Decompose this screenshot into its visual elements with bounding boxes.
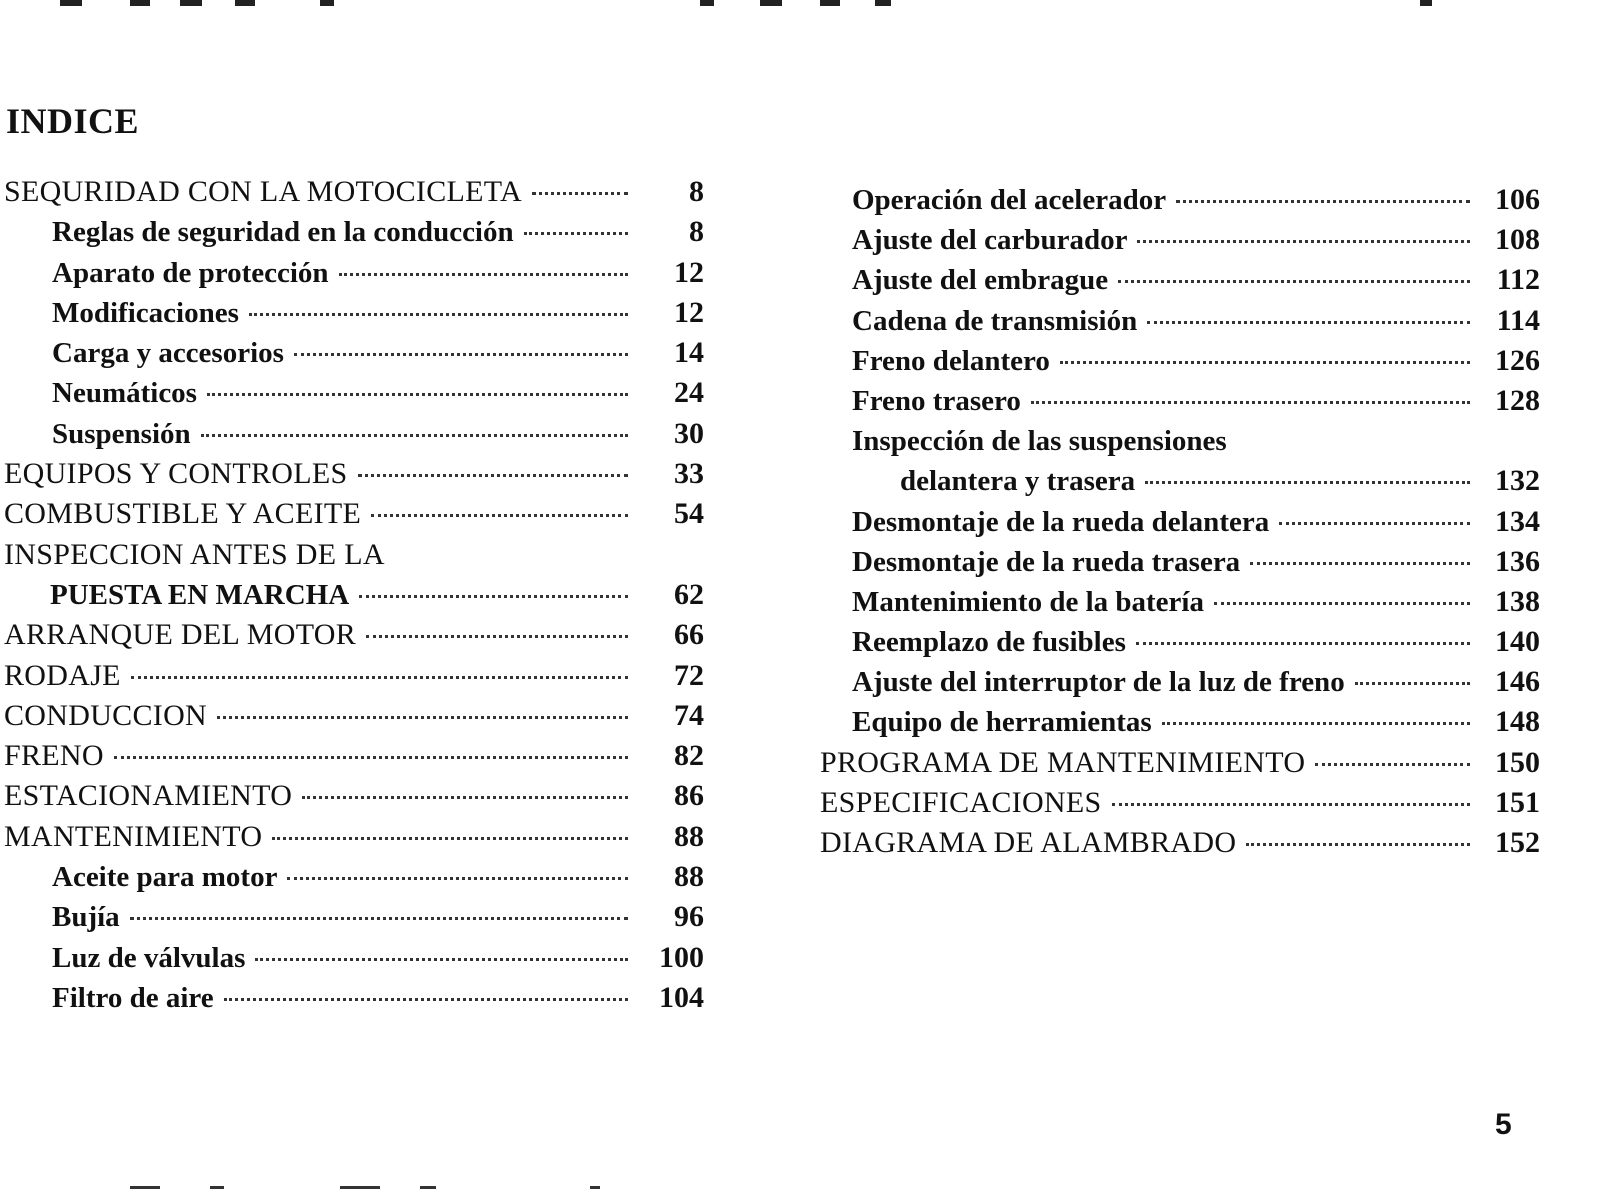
dot-leader <box>249 313 628 316</box>
toc-entry <box>820 301 1540 341</box>
toc-entry <box>0 817 714 857</box>
scan-artifact-top <box>60 0 1460 10</box>
toc-entry-label: Cadena de transmisión <box>852 304 1138 337</box>
toc-entry-label: delantera y trasera <box>900 465 1136 498</box>
toc-entry-label: DIAGRAMA DE ALAMBRADO <box>820 826 1237 859</box>
toc-entry-label: Freno delantero <box>852 344 1050 377</box>
toc-entry-page: 151 <box>1495 785 1540 819</box>
toc-entry-page: 152 <box>1495 826 1540 859</box>
toc-entry <box>0 414 714 454</box>
toc-entry-page: 14 <box>674 336 704 370</box>
dot-leader <box>532 192 628 195</box>
toc-entry-label: RODAJE <box>4 658 121 692</box>
toc-entry-label: Carga y accesorios <box>52 337 284 370</box>
toc-entry <box>820 220 1540 260</box>
toc-entry-page: 88 <box>674 860 704 894</box>
dot-leader <box>201 434 628 437</box>
toc-entry <box>820 260 1540 300</box>
toc-entry-label: Mantenimiento de la batería <box>852 585 1204 618</box>
toc-entry-page: 12 <box>674 295 704 329</box>
toc-entry-label: SEQURIDAD CON LA MOTOCICLETA <box>4 175 522 208</box>
toc-entry <box>0 293 714 333</box>
dot-leader <box>359 595 628 598</box>
toc-entry <box>0 373 714 413</box>
toc-entry <box>820 743 1540 783</box>
toc-entry <box>820 421 1540 461</box>
toc-entry-page: 30 <box>674 416 704 450</box>
toc-entry-label: Aceite para motor <box>52 861 278 894</box>
toc-entry-label: Bujía <box>52 901 120 934</box>
dot-leader <box>131 676 628 679</box>
toc-entry-page: 136 <box>1495 544 1540 578</box>
toc-entry-label: CONDUCCION <box>4 698 208 732</box>
toc-entry <box>0 857 714 897</box>
toc-entry-page: 108 <box>1495 223 1540 257</box>
toc-right-column <box>820 180 1540 863</box>
dot-leader <box>294 353 628 356</box>
dot-leader <box>1246 843 1470 846</box>
dot-leader <box>339 273 628 276</box>
toc-entry <box>820 542 1540 582</box>
toc-entry-label: PUESTA EN MARCHA <box>50 578 350 611</box>
dot-leader <box>1136 642 1470 645</box>
toc-entry-page: 66 <box>674 618 704 652</box>
dot-leader <box>302 796 628 799</box>
toc-entry <box>820 461 1540 501</box>
toc-entry <box>0 535 714 575</box>
toc-entry <box>0 978 714 1018</box>
toc-entry-label: Reglas de seguridad en la conducción <box>52 216 514 249</box>
dot-leader <box>1162 722 1470 725</box>
toc-entry-page: 100 <box>659 940 704 974</box>
dot-leader <box>371 514 628 517</box>
toc-entry-label: Aparato de protección <box>52 256 329 289</box>
toc-entry-page: 148 <box>1495 705 1540 739</box>
toc-entry-page: 62 <box>674 577 704 611</box>
toc-entry-page: 86 <box>674 779 704 813</box>
dot-leader <box>1315 763 1470 766</box>
toc-entry-label: PROGRAMA DE MANTENIMIENTO <box>820 745 1306 779</box>
toc-entry <box>0 253 714 293</box>
toc-entry-page: 146 <box>1495 665 1540 699</box>
index-title: INDICE <box>6 101 140 141</box>
toc-entry-label: Reemplazo de fusibles <box>852 626 1126 659</box>
toc-entry <box>0 696 714 736</box>
dot-leader <box>1147 321 1470 324</box>
toc-entry-page: 128 <box>1495 383 1540 417</box>
dot-leader <box>1031 401 1470 404</box>
toc-entry <box>820 381 1540 421</box>
toc-entry-page: 72 <box>674 658 704 692</box>
dot-leader <box>1176 200 1470 203</box>
toc-entry-page: 33 <box>674 457 704 491</box>
dot-leader <box>1137 240 1470 243</box>
toc-left-column <box>0 172 714 1018</box>
toc-entry-page: 8 <box>689 215 704 249</box>
toc-entry-page: 88 <box>674 819 704 853</box>
toc-entry-label: Suspensión <box>52 417 191 450</box>
toc-entry-page: 126 <box>1495 343 1540 377</box>
dot-leader <box>255 958 628 961</box>
toc-entry-page: 96 <box>674 900 704 934</box>
dot-leader <box>358 474 629 477</box>
dot-leader <box>224 998 628 1001</box>
dot-leader <box>1279 522 1470 525</box>
toc-entry-label: Operación del acelerador <box>852 184 1167 216</box>
toc-entry <box>0 172 714 212</box>
toc-entry-label: Neumáticos <box>52 377 197 410</box>
toc-entry-page: 132 <box>1495 464 1540 498</box>
toc-entry <box>820 662 1540 702</box>
toc-entry <box>0 575 714 615</box>
toc-entry-label: ESTACIONAMIENTO <box>4 779 293 813</box>
toc-entry <box>820 502 1540 542</box>
toc-entry-label: Equipo de herramientas <box>852 706 1152 739</box>
toc-entry-label: Ajuste del embrague <box>852 264 1109 297</box>
dot-leader <box>287 877 628 880</box>
toc-entry-page: 106 <box>1495 183 1540 216</box>
toc-entry-page: 24 <box>674 376 704 410</box>
toc-entry-page: 54 <box>674 497 704 531</box>
toc-entry <box>820 341 1540 381</box>
dot-leader <box>1112 803 1470 806</box>
toc-entry <box>0 333 714 373</box>
page-number: 5 <box>1495 1108 1512 1141</box>
dot-leader <box>130 917 628 920</box>
toc-entry-page: 138 <box>1495 584 1540 618</box>
toc-entry-label: INSPECCION ANTES DE LA <box>4 537 385 571</box>
dot-leader <box>1145 481 1470 484</box>
toc-entry-page: 134 <box>1495 504 1540 538</box>
toc-entry-page: 112 <box>1496 263 1540 297</box>
toc-entry <box>0 938 714 978</box>
dot-leader <box>1250 562 1470 565</box>
toc-entry <box>820 582 1540 622</box>
toc-entry-label: Desmontaje de la rueda trasera <box>852 545 1241 578</box>
toc-entry <box>820 622 1540 662</box>
toc-entry-label: Ajuste del interruptor de la luz de freno <box>852 666 1345 699</box>
toc-entry <box>0 212 714 252</box>
toc-entry-label: Inspección de las suspensiones <box>852 425 1227 458</box>
toc-entry-page: 8 <box>689 175 704 208</box>
dot-leader <box>1355 682 1470 685</box>
toc-entry-label: MANTENIMIENTO <box>4 819 263 853</box>
toc-entry <box>820 823 1540 863</box>
toc-entry-page: 114 <box>1496 303 1540 337</box>
toc-entry-page: 140 <box>1495 625 1540 659</box>
dot-leader <box>207 393 628 396</box>
toc-entry-page: 12 <box>674 255 704 289</box>
toc-entry-page: 104 <box>659 980 704 1014</box>
toc-entry-label: Freno trasero <box>852 384 1021 417</box>
toc-entry-page: 74 <box>674 698 704 732</box>
toc-entry-label: EQUIPOS Y CONTROLES <box>4 457 348 491</box>
toc-entry-page: 82 <box>674 739 704 773</box>
toc-entry <box>0 494 714 534</box>
dot-leader <box>272 837 628 840</box>
dot-leader <box>114 756 628 759</box>
toc-entry <box>0 736 714 776</box>
dot-leader <box>1118 280 1470 283</box>
toc-entry-label: Filtro de aire <box>52 981 214 1014</box>
toc-entry-label: ESPECIFICACIONES <box>820 785 1102 819</box>
toc-entry-label: Desmontaje de la rueda delantera <box>852 505 1270 538</box>
toc-entry-label: FRENO <box>4 739 104 773</box>
dot-leader <box>366 635 628 638</box>
toc-entry-label: COMBUSTIBLE Y ACEITE <box>4 497 362 531</box>
toc-entry-label: Modificaciones <box>52 296 239 329</box>
toc-entry <box>820 180 1540 220</box>
toc-entry <box>0 897 714 937</box>
toc-entry-label: ARRANQUE DEL MOTOR <box>4 618 357 652</box>
scan-artifact-bottom <box>130 1186 630 1192</box>
toc-entry-label: Ajuste del carburador <box>852 224 1128 257</box>
toc-entry-label: Luz de válvulas <box>52 941 246 974</box>
dot-leader <box>1060 361 1470 364</box>
toc-entry <box>0 776 714 816</box>
toc-entry <box>0 656 714 696</box>
dot-leader <box>524 232 628 235</box>
dot-leader <box>1214 602 1470 605</box>
toc-entry <box>820 783 1540 823</box>
dot-leader <box>217 716 628 719</box>
toc-entry-page: 150 <box>1495 745 1540 779</box>
toc-entry <box>0 615 714 655</box>
toc-entry <box>0 454 714 494</box>
toc-entry <box>820 702 1540 742</box>
